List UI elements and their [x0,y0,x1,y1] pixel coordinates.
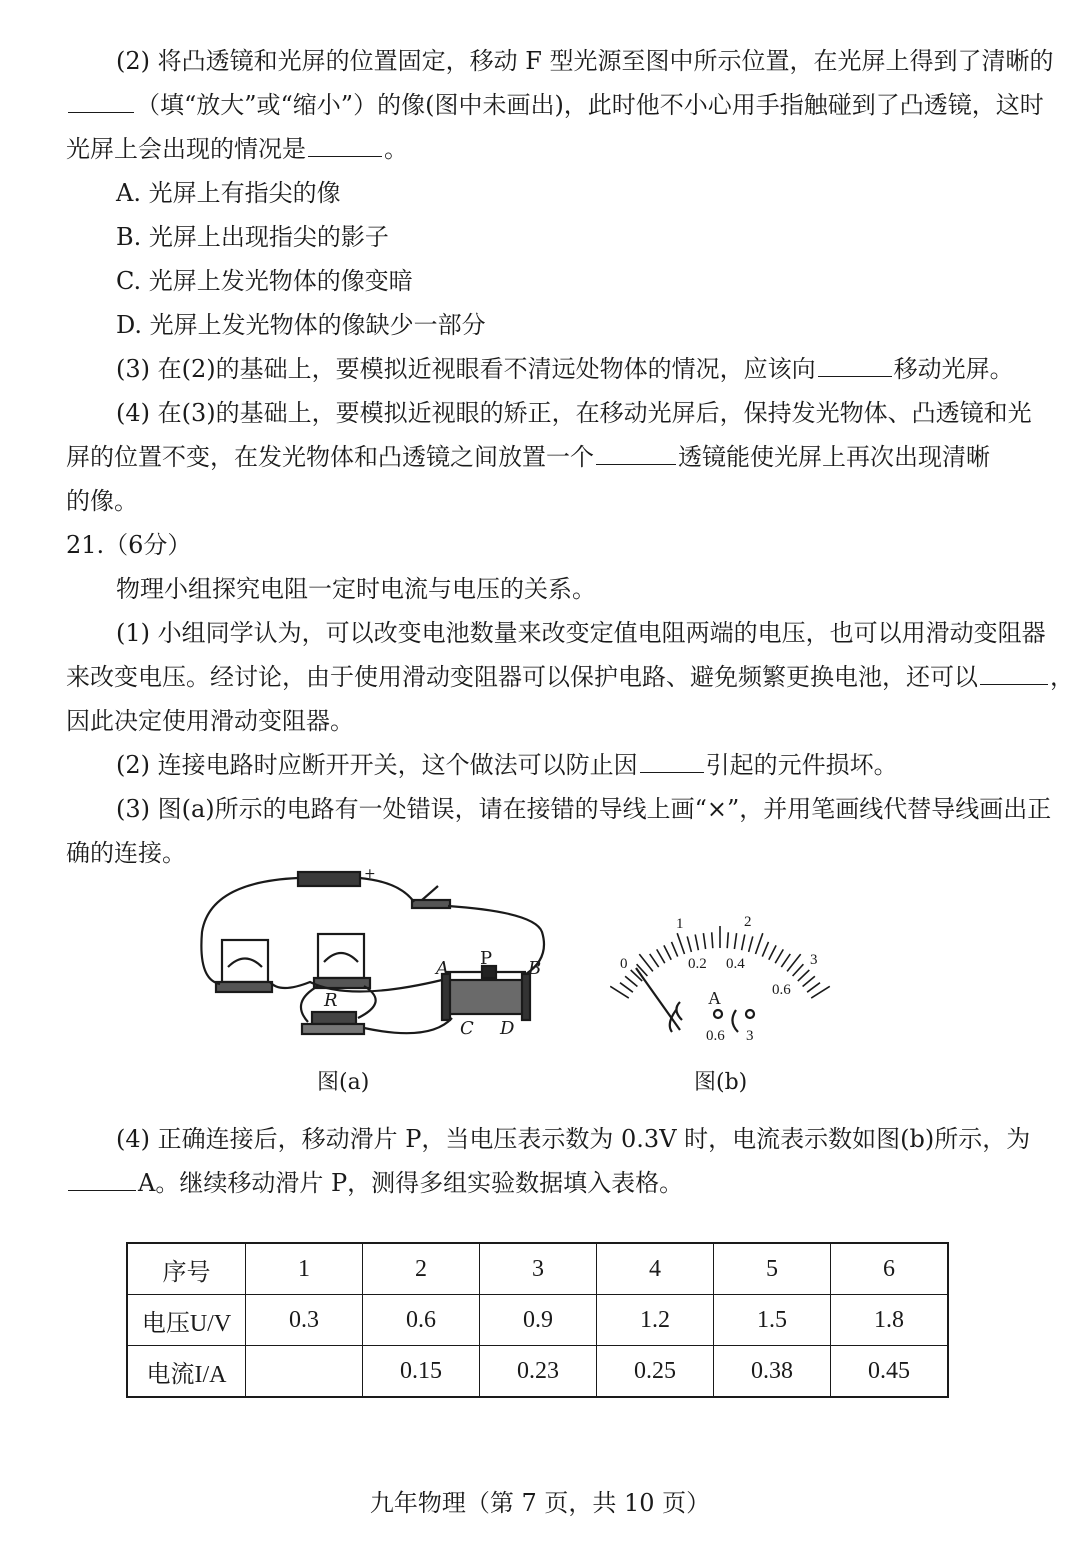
q20-part2-line3-text: 光屏上会出现的情况是 [66,135,306,163]
table-header-cell: 2 [363,1243,480,1295]
terminal-3 [746,1010,754,1018]
q21-part4-line1: (4) 正确连接后，移动滑片 P，当电压表示数为 0.3V 时，电流表示数如图(b)所示，为 [116,1125,1031,1153]
current-cell: 0.25 [597,1346,714,1398]
current-cell: 0.15 [363,1346,480,1398]
dial-tick [749,936,753,952]
table-header-cell: 5 [714,1243,831,1295]
dial-tick [677,933,684,954]
dial-tick [756,933,763,954]
rheostat-icon [442,966,530,1020]
dial-tick [775,949,783,963]
resistor-icon [302,1012,364,1034]
scale-bottom-0: 0 [620,956,628,972]
unit-a: A [708,988,721,1008]
scale-top-3: 3 [810,952,818,968]
q21-header: 21.（6分） [66,531,192,559]
dial-tick [781,954,790,967]
current-cell-empty[interactable] [246,1346,363,1398]
dial-tick [727,932,728,948]
q20-part3 [116,352,1014,386]
answer-blank[interactable] [596,440,676,465]
answer-blank[interactable] [980,660,1048,685]
dial-tick [712,932,713,948]
terminal-label-0.6: 0.6 [706,1028,725,1044]
scale-top-1: 1 [676,916,684,932]
scale-bottom-0.4: 0.4 [726,956,745,972]
dial-tick [734,933,736,949]
voltage-cell: 1.8 [831,1295,949,1346]
dial-tick [742,935,745,951]
terminal-0.6 [714,1010,722,1018]
current-cell: 0.23 [480,1346,597,1398]
voltage-label: 电压U/V [127,1295,246,1346]
figure-b-caption: 图(b) [694,1070,748,1095]
option-d: D. 光屏上发光物体的像缺少一部分 [116,311,486,339]
q21-part1-line2-text: 来改变电压。经讨论，由于使用滑动变阻器可以保护电路、避免频繁更换电池，还可以 [66,663,978,691]
dial-tick [695,935,698,951]
dial-tick [798,970,810,981]
dial-tick [807,983,820,993]
table-header-cell: 3 [480,1243,597,1295]
label-p: P [480,948,493,969]
q20-part4-line2-text: 屏的位置不变，在发光物体和凸透镜之间放置一个 [66,443,594,471]
q21-part2-text: (2) 连接电路时应断开开关，这个做法可以防止因 [116,751,638,779]
label-d: D [500,1018,515,1039]
voltage-cell: 0.9 [480,1295,597,1346]
dial-tick [620,983,633,993]
q21-part1-line1: (1) 小组同学认为，可以改变电池数量来改变定值电阻两端的电压，也可以用滑动变阻器 [116,619,1046,647]
q20-part2-line1: (2) 将凸透镜和光屏的位置固定，移动 F 型光源至图中所示位置，在光屏上得到了清晰的 [116,47,1054,75]
dial-tick [762,942,768,957]
label-a: A [436,958,449,979]
dial-tick [672,942,678,957]
table-header-cell: 4 [597,1243,714,1295]
scale-bottom-0.6: 0.6 [772,982,791,998]
current-cell: 0.38 [714,1346,831,1398]
table-header-cell: 6 [831,1243,949,1295]
q20-part3-text: (3) 在(2)的基础上，要模拟近视眼看不清远处物体的情况，应该向 [116,355,816,383]
table-row-voltage [127,1295,948,1346]
current-label: 电流I/A [127,1346,246,1398]
label-r: R [324,990,338,1011]
q20-part4-line1: (4) 在(3)的基础上，要模拟近视眼的矫正，在移动光屏后，保持发光物体、凸透镜和光 [116,399,1032,427]
terminal-label-3: 3 [746,1028,754,1044]
dial-tick [650,954,659,967]
scale-top-2: 2 [744,914,752,930]
option-b: B. 光屏上出现指尖的影子 [116,223,389,251]
answer-blank[interactable] [818,352,892,377]
dial-needle [636,968,680,1030]
switch-icon [412,886,450,908]
answer-blank[interactable] [308,132,382,157]
q20-part4-line2-end: 透镜能使光屏上再次出现清晰 [678,443,990,471]
q21-part3-line1: (3) 图(a)所示的电路有一处错误，请在接错的导线上画“×”，并用笔画线代替导线画出正 [116,795,1052,823]
dial-tick [664,945,671,959]
dial-tick [687,936,691,952]
table-row-current [127,1346,948,1398]
circuit-diagram [190,862,560,1052]
figure-a-caption: 图(a) [317,1070,370,1095]
option-c: C. 光屏上发光物体的像变暗 [116,267,413,295]
label-plus: + [364,866,376,882]
option-a: A. 光屏上有指尖的像 [116,179,341,207]
q21-part4-line2 [66,1166,1006,1200]
q20-part2-line2-text: （填“放大”或“缩小”）的像(图中未画出)，此时他不小心用手指触碰到了凸透镜，这时 [136,91,1044,119]
q21-intro: 物理小组探究电阻一定时电流与电压的关系。 [116,575,596,603]
dial-tick [803,976,815,986]
page-footer: 九年物理（第 7 页，共 10 页） [369,1489,711,1517]
dial-tick [703,933,705,949]
dial-tick [793,964,804,976]
q20-part4-line3: 的像。 [66,487,138,515]
q20-part2-line3 [66,132,1006,166]
data-table [126,1242,949,1398]
dial-tick [625,976,637,986]
q21-part2 [116,748,1006,782]
q21-part1-line3: 因此决定使用滑动变阻器。 [66,707,354,735]
table-header-cell: 1 [246,1243,363,1295]
voltage-cell: 1.2 [597,1295,714,1346]
ammeter-icon [216,940,272,992]
ammeter-dial [610,906,840,1056]
q21-part3-line2: 确的连接。 [66,839,186,867]
q21-part4-line2-text: A。继续移动滑片 P，测得多组实验数据填入表格。 [138,1169,684,1197]
voltage-cell: 0.6 [363,1295,480,1346]
voltage-cell: 1.5 [714,1295,831,1346]
voltmeter-icon [314,934,370,988]
battery [298,872,360,886]
label-b: B [528,958,542,979]
q20-part2-line2 [66,88,1044,122]
wire [364,1018,452,1033]
answer-blank[interactable] [68,88,134,113]
q20-part3-end: 移动光屏。 [893,355,1014,383]
table-header-cell: 序号 [127,1243,246,1295]
dial-tick [769,945,776,959]
scale-bottom-0.2: 0.2 [688,956,707,972]
terminal-neg [670,1002,682,1032]
comma: ， [1050,663,1074,691]
voltage-cell: 0.3 [246,1295,363,1346]
answer-blank[interactable] [640,748,704,773]
dial-tick [657,949,665,963]
q21-part2-end: 引起的元件损坏。 [705,751,898,779]
label-c: C [460,1018,474,1039]
period: 。 [384,135,408,163]
q20-part4-line2 [66,440,1006,474]
answer-blank[interactable] [68,1166,136,1191]
table-row-header [127,1243,948,1295]
current-cell: 0.45 [831,1346,949,1398]
q21-part1-line2 [66,660,1074,694]
